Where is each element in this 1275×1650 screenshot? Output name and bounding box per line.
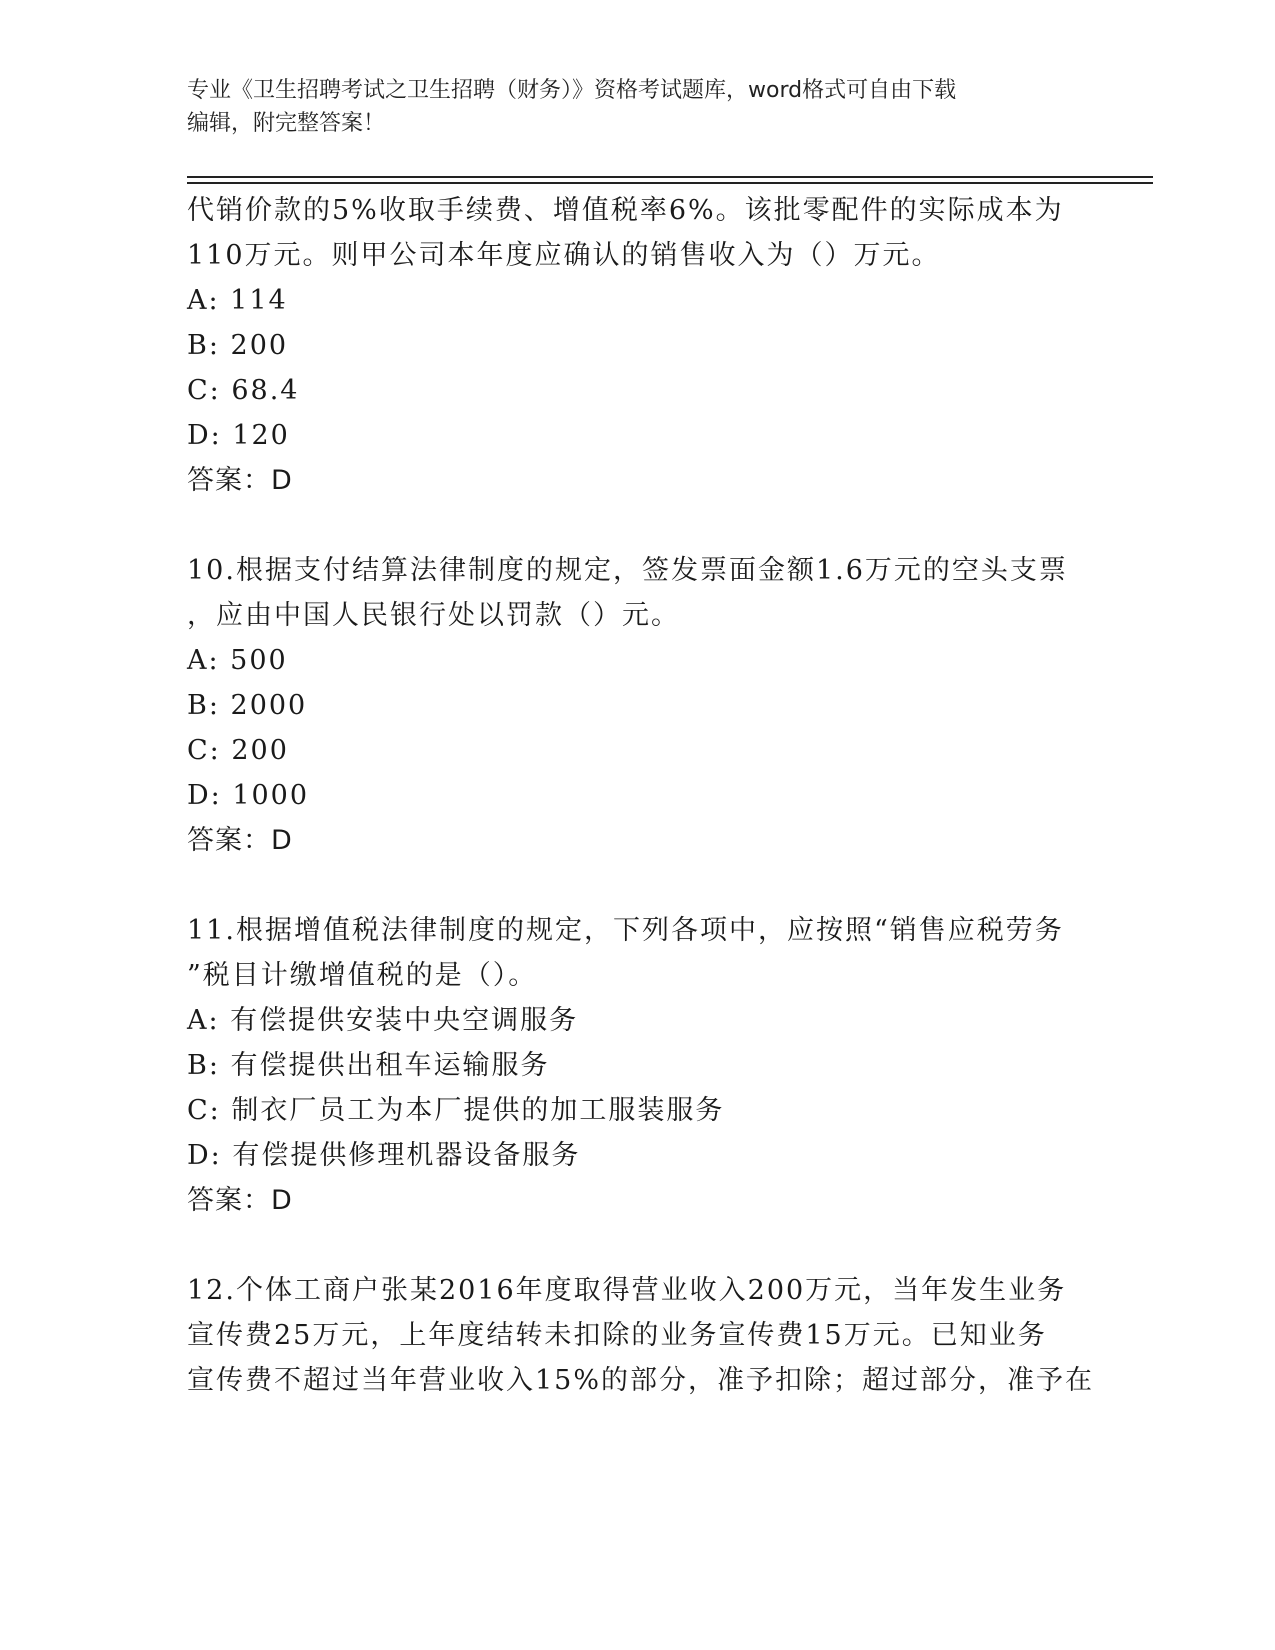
question-text-line: ”税目计缴增值税的是（）。 (187, 960, 538, 991)
question-text-line: 10.根据支付结算法律制度的规定，签发票面金额1.6万元的空头支票 (187, 555, 1068, 586)
header-rule-bottom (187, 182, 1153, 184)
question-11 (187, 908, 1087, 1223)
header-line-1: 专业《卫生招聘考试之卫生招聘（财务）》资格考试题库，word格式可自由下载 (187, 78, 957, 103)
question-text-line: 11.根据增值税法律制度的规定，下列各项中，应按照“销售应税劳务 (187, 915, 1064, 946)
spacer (187, 863, 1087, 908)
question-text-line: 12.个体工商户张某2016年度取得营业收入200万元，当年发生业务 (187, 1275, 1067, 1306)
answer: 答案：D (187, 825, 293, 856)
option-a: A: 有偿提供安装中央空调服务 (187, 1005, 579, 1036)
header-line-2: 编辑，附完整答案！ (187, 111, 386, 136)
header-rule-top (187, 176, 1153, 178)
question-text-line: 宣传费不超过当年营业收入15%的部分，准予扣除；超过部分，准予在 (187, 1365, 1095, 1396)
option-d: D: 120 (187, 420, 290, 451)
option-b: B: 有偿提供出租车运输服务 (187, 1050, 550, 1081)
option-b: B: 2000 (187, 690, 308, 721)
page-header (187, 74, 1067, 140)
option-c: C: 68.4 (187, 375, 300, 406)
question-text-line: ，应由中国人民银行处以罚款（）元。 (187, 600, 680, 631)
question-text-line: 代销价款的5%收取手续费、增值税率6%。该批零配件的实际成本为 (187, 195, 1064, 226)
option-d: D: 有偿提供修理机器设备服务 (187, 1140, 581, 1171)
answer: 答案：D (187, 465, 293, 496)
question-text-line: 宣传费25万元，上年度结转未扣除的业务宣传费15万元。已知业务 (187, 1320, 1047, 1351)
option-d: D: 1000 (187, 780, 310, 811)
question-content (187, 188, 1095, 1403)
question-text-line: 110万元。则甲公司本年度应确认的销售收入为（）万元。 (187, 240, 941, 271)
option-a: A: 114 (187, 285, 288, 316)
option-c: C: 制衣厂员工为本厂提供的加工服装服务 (187, 1095, 725, 1126)
option-c: C: 200 (187, 735, 289, 766)
spacer (187, 503, 1087, 548)
option-a: A: 500 (187, 645, 288, 676)
question-9 (187, 188, 1087, 503)
option-b: B: 200 (187, 330, 289, 361)
question-10 (187, 548, 1087, 863)
answer: 答案：D (187, 1185, 293, 1216)
question-12 (187, 1268, 1095, 1403)
spacer (187, 1223, 1087, 1268)
